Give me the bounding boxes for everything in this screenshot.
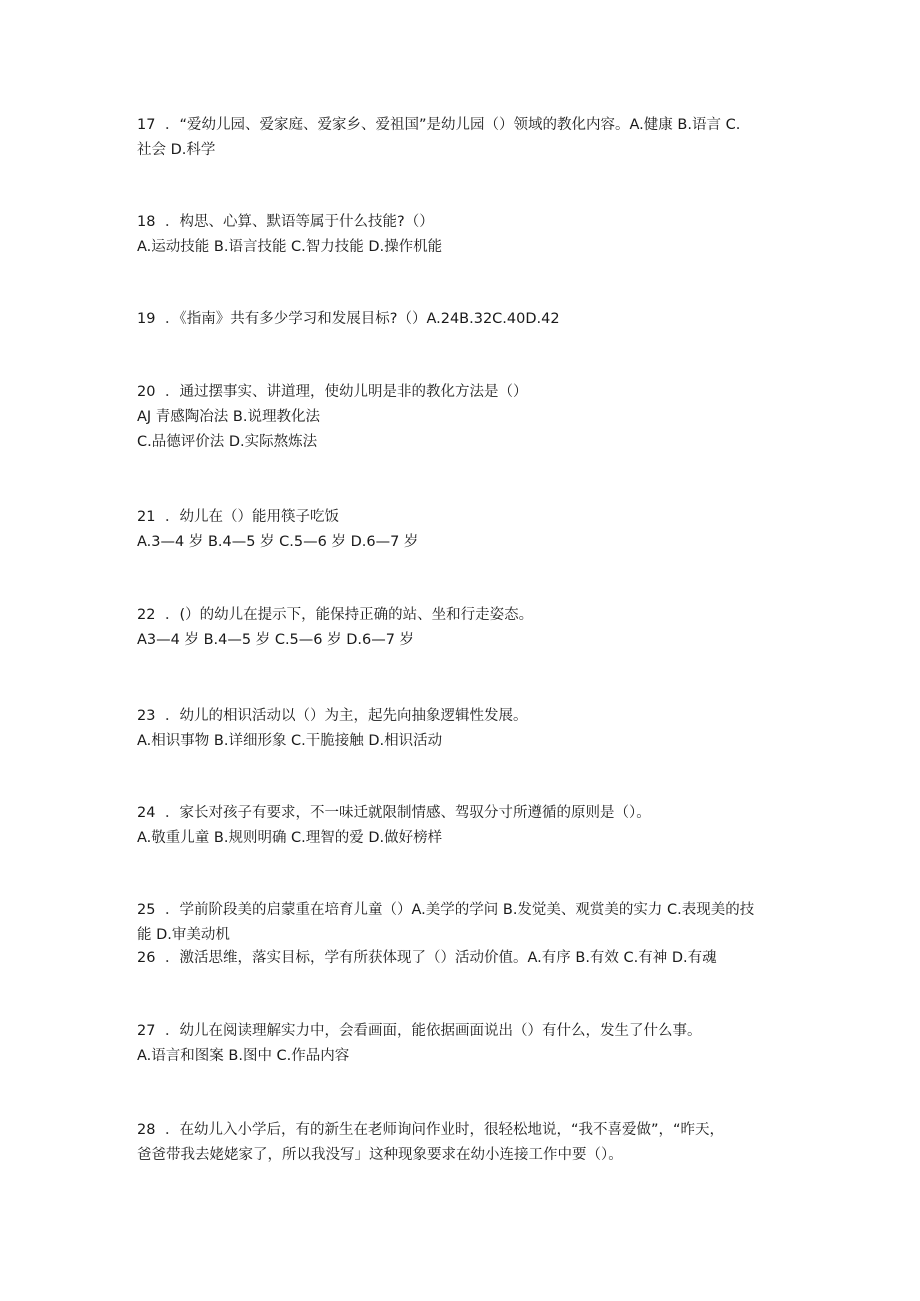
question-text: ．《指南》共有多少学习和发展目标?（）A.24B.32C.40D.42 (165, 311, 560, 327)
question-line (137, 1019, 787, 1044)
question-number: 24 (137, 805, 156, 821)
question-text: ．构思、心算、默语等属于什么技能?（） (165, 214, 434, 230)
question-24 (137, 801, 787, 851)
question-22 (137, 603, 787, 653)
question-line: 爸爸带我去姥姥家了，所以我没写」这种现象要求在幼小连接工作中要（）。 (137, 1147, 623, 1163)
question-options: A.运动技能 B.语言技能 C.智力技能 D.操作机能 (137, 239, 443, 255)
question-number: 18 (137, 214, 156, 230)
question-options: AJ 青感陶冶法 B.说理教化法 (137, 409, 320, 425)
question-number: 25 (137, 902, 156, 918)
question-text: ．在幼儿入小学后，有的新生在老师询问作业时，很轻松地说，“我不喜爱做”，“昨天， (165, 1122, 725, 1138)
question-line (137, 505, 787, 530)
question-25 (137, 898, 787, 948)
question-17 (137, 113, 787, 163)
question-text: ．(）的幼儿在提示下，能保持正确的站、坐和行走姿态。 (165, 607, 534, 623)
question-line (137, 1118, 787, 1143)
question-line (137, 801, 787, 826)
question-line: 能 D.审美动机 (137, 927, 230, 943)
question-text: ．幼儿在阅读理解实力中，会看画面，能依据画面说出（）有什么，发生了什么事。 (165, 1023, 702, 1039)
question-text: ．幼儿的相识活动以（）为主，起先向抽象逻辑性发展。 (165, 708, 528, 724)
question-18 (137, 210, 787, 260)
question-number: 26 (137, 950, 156, 966)
question-options: C.品德评价法 D.实际熬炼法 (137, 434, 318, 450)
question-number: 20 (137, 384, 156, 400)
question-21 (137, 505, 787, 555)
question-26 (137, 946, 787, 971)
question-line (137, 380, 787, 405)
question-line (137, 113, 787, 138)
question-number: 27 (137, 1023, 156, 1039)
question-line (137, 210, 787, 235)
question-27 (137, 1019, 787, 1069)
question-line (137, 898, 787, 923)
question-20 (137, 380, 787, 455)
question-line: 社会 D.科学 (137, 142, 216, 158)
question-line (137, 603, 787, 628)
question-text: ．“爱幼儿园、爱家庭、爱家乡、爱祖国”是幼儿园（）领域的教化内容。A.健康 B.语言 C. (165, 117, 741, 133)
question-text: ．通过摆事实、讲道理，使幼儿明是非的教化方法是（） (165, 384, 528, 400)
question-number: 19 (137, 311, 156, 327)
question-line (137, 704, 787, 729)
question-line (137, 946, 787, 971)
question-number: 23 (137, 708, 156, 724)
question-text: ．幼儿在（）能用筷子吃饭 (165, 509, 339, 525)
question-number: 28 (137, 1122, 156, 1138)
question-text: ．学前阶段美的启蒙重在培育儿童（）A.美学的学问 B.发觉美、观赏美的实力 C.表现美的技 (165, 902, 755, 918)
question-number: 22 (137, 607, 156, 623)
question-23 (137, 704, 787, 754)
question-28 (137, 1118, 787, 1168)
question-options: A.语言和图案 B.图中 C.作品内容 (137, 1048, 350, 1064)
question-options: A.敬重儿童 B.规则明确 C.理智的爱 D.做好榜样 (137, 830, 443, 846)
question-number: 17 (137, 117, 156, 133)
question-number: 21 (137, 509, 156, 525)
question-options: A.相识事物 B.详细形象 C.干脆接触 D.相识活动 (137, 733, 443, 749)
question-line (137, 307, 787, 332)
question-text: ．家长对孩子有要求，不一味迁就限制情感、驾驭分寸所遵循的原则是（）。 (165, 805, 651, 821)
question-options: A3—4 岁 B.4—5 岁 C.5—6 岁 D.6—7 岁 (137, 632, 415, 648)
question-options: A.3—4 岁 B.4—5 岁 C.5—6 岁 D.6—7 岁 (137, 534, 419, 550)
question-19 (137, 307, 787, 332)
question-text: ．激活思维，落实目标，学有所获体现了（）活动价值。A.有序 B.有效 C.有神 D.有魂 (165, 950, 717, 966)
